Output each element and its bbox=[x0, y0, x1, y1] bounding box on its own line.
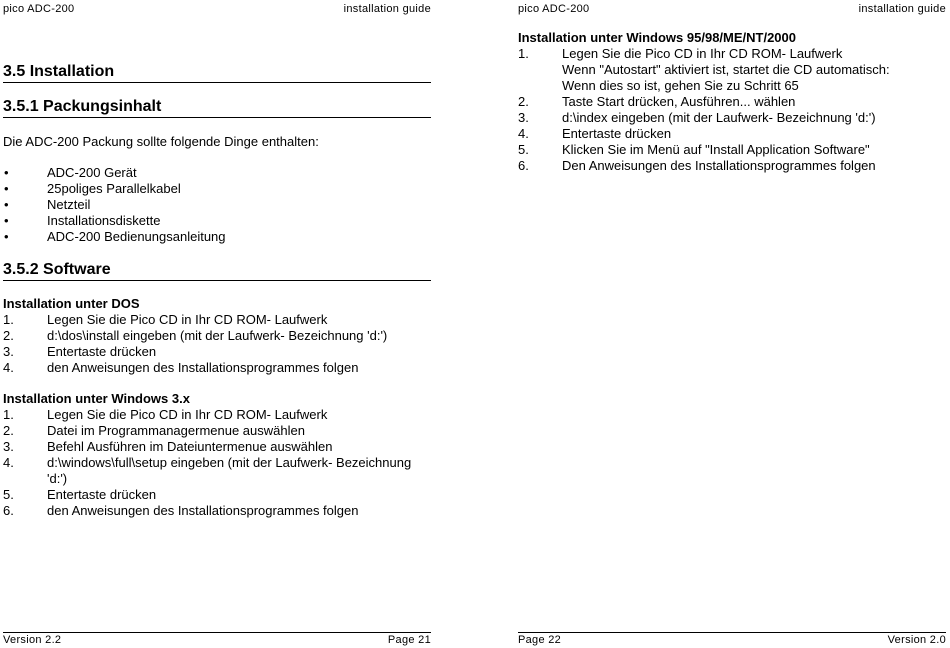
bullet-icon: • bbox=[4, 229, 9, 244]
bullet-icon: • bbox=[4, 165, 9, 180]
list-item: 3. Befehl Ausführen im Dateiuntermenue auswählen bbox=[3, 439, 333, 454]
footer-page-number: Page 22 bbox=[518, 634, 562, 646]
win95-steps bbox=[518, 46, 946, 174]
win3-steps bbox=[3, 407, 431, 519]
list-item: 2. Taste Start drücken, Ausführen... wählen bbox=[518, 94, 796, 109]
subsection-title-packungsinhalt: 3.5.1 Packungsinhalt bbox=[3, 97, 431, 118]
win95-heading: Installation unter Windows 95/98/ME/NT/2000 bbox=[518, 30, 797, 45]
header-doc-title: installation guide bbox=[858, 3, 946, 15]
list-item: 1. Legen Sie die Pico CD in Ihr CD ROM- Laufwerk bbox=[3, 312, 328, 327]
list-item: 3. Entertaste drücken bbox=[3, 344, 157, 359]
contents-intro: Die ADC-200 Packung sollte folgende Dinge enthalten: bbox=[3, 134, 319, 149]
left-page bbox=[3, 0, 431, 648]
list-item: • Installationsdiskette bbox=[4, 213, 161, 228]
header-doc-title: installation guide bbox=[343, 3, 431, 15]
section-title: 3.5 Installation bbox=[3, 62, 431, 83]
list-item: 5. Entertaste drücken bbox=[3, 487, 157, 502]
right-page bbox=[518, 0, 946, 648]
list-item: 5. Klicken Sie im Menü auf "Install Application Software" bbox=[518, 142, 870, 157]
list-item: 3. d:\index eingeben (mit der Laufwerk- Bezeichnung 'd:') bbox=[518, 110, 876, 125]
footer-page-number: Page 21 bbox=[387, 634, 431, 646]
footer-version: Version 2.2 bbox=[3, 634, 62, 646]
list-item: • 25poliges Parallelkabel bbox=[4, 181, 181, 196]
page-footer bbox=[518, 632, 946, 646]
header-product: pico ADC-200 bbox=[518, 3, 590, 15]
subsection-title-software: 3.5.2 Software bbox=[3, 260, 431, 281]
list-item: 2. Datei im Programmanagermenue auswählen bbox=[3, 423, 305, 438]
dos-heading: Installation unter DOS bbox=[3, 296, 140, 311]
list-item: • ADC-200 Bedienungsanleitung bbox=[4, 229, 226, 244]
list-item: • Netzteil bbox=[4, 197, 91, 212]
list-item: 1. Legen Sie die Pico CD in Ihr CD ROM- Laufwerk Wenn "Autostart" aktiviert ist, startet die CD automatisch: Wenn dies so ist, gehen Sie zu Schritt 65 bbox=[518, 46, 890, 93]
list-item: 6. Den Anweisungen des Installationsprogrammes folgen bbox=[518, 158, 876, 173]
list-item: • ADC-200 Gerät bbox=[4, 165, 137, 180]
list-item: 2. d:\dos\install eingeben (mit der Laufwerk- Bezeichnung 'd:') bbox=[3, 328, 388, 343]
list-item: 6. den Anweisungen des Installationsprogrammes folgen bbox=[3, 503, 359, 518]
list-item: 4. den Anweisungen des Installationsprogrammes folgen bbox=[3, 360, 359, 375]
dos-steps bbox=[3, 312, 431, 376]
list-item: 4. Entertaste drücken bbox=[518, 126, 672, 141]
bullet-icon: • bbox=[4, 181, 9, 196]
footer-version: Version 2.0 bbox=[887, 634, 946, 646]
win3-heading: Installation unter Windows 3.x bbox=[3, 391, 190, 406]
contents-list bbox=[3, 165, 226, 245]
list-item: 4. d:\windows\full\setup eingeben (mit der Laufwerk- Bezeichnung 'd:') bbox=[3, 455, 412, 486]
page-footer bbox=[3, 632, 431, 646]
bullet-icon: • bbox=[4, 213, 9, 228]
bullet-icon: • bbox=[4, 197, 9, 212]
header-product: pico ADC-200 bbox=[3, 3, 75, 15]
list-item: 1. Legen Sie die Pico CD in Ihr CD ROM- Laufwerk bbox=[3, 407, 328, 422]
